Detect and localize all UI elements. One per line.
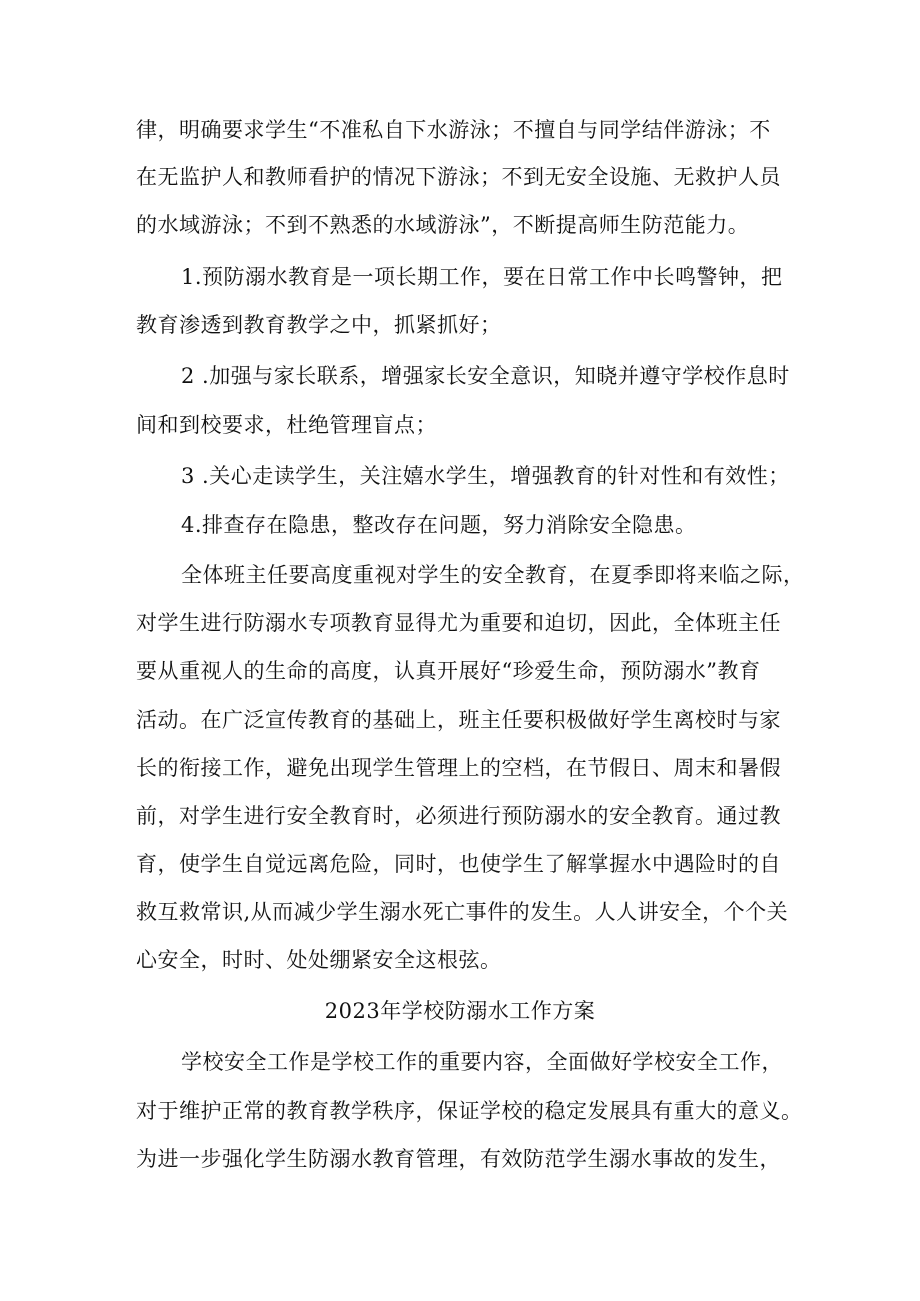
- paragraph-line: 救互救常识,从而减少学生溺水死亡事件的发生。人人讲安全，个个关: [136, 900, 789, 924]
- paragraph-line: 律，明确要求学生“不准私自下水游泳；不擅自与同学结伴游泳；不: [136, 118, 771, 142]
- paragraph-line: 对于维护正常的教育教学秩序，保证学校的稳定发展具有重大的意义。: [136, 1099, 803, 1123]
- list-item: 3 .关心走读学生，关注嬉水学生，增强教育的针对性和有效性；: [181, 464, 790, 488]
- list-item: 1.预防溺水教育是一项长期工作，要在日常工作中长鸣警钟，把: [181, 265, 783, 289]
- paragraph-line: 对学生进行防溺水专项教育显得尤为重要和迫切，因此，全体班主任: [136, 611, 781, 635]
- paragraph-line: 学校安全工作是学校工作的重要内容，全面做好学校安全工作，: [181, 1050, 783, 1074]
- paragraph-line: 要从重视人的生命的高度，认真开展好“珍爱生命，预防溺水”教育: [136, 659, 761, 683]
- list-item: 4.排查存在隐患，整改存在问题，努力消除安全隐患。: [181, 513, 697, 537]
- section-title: 2023年学校防溺水工作方案: [324, 999, 596, 1023]
- paragraph-line: 育，使学生自觉远离危险，同时，也使学生了解掌握水中遇险时的自: [136, 852, 781, 876]
- paragraph-line: 间和到校要求，杜绝管理盲点；: [136, 413, 437, 437]
- paragraph-line: 的水域游泳；不到不熟悉的水域游泳”，不断提高师生防范能力。: [136, 213, 750, 237]
- paragraph-line: 前，对学生进行安全教育时，必须进行预防溺水的安全教育。通过教: [136, 804, 781, 828]
- paragraph-line: 全体班主任要高度重视对学生的安全教育，在夏季即将来临之际，: [181, 563, 805, 587]
- paragraph-line: 心安全，时时、处处绷紧安全这根弦。: [136, 948, 502, 972]
- paragraph-line: 长的衔接工作，避免出现学生管理上的空档，在节假日、周末和暑假: [136, 756, 781, 780]
- paragraph-line: 教育渗透到教育教学之中，抓紧抓好；: [136, 313, 502, 337]
- list-item: 2 .加强与家长联系，增强家长安全意识，知晓并遵守学校作息时: [181, 364, 790, 388]
- paragraph-line: 活动。在广泛宣传教育的基础上，班主任要积极做好学生离校时与家: [136, 708, 781, 732]
- paragraph-line: 为进一步强化学生防溺水教育管理，有效防范学生溺水事故的发生，: [136, 1147, 781, 1171]
- paragraph-line: 在无监护人和教师看护的情况下游泳；不到无安全设施、无救护人员: [136, 165, 781, 189]
